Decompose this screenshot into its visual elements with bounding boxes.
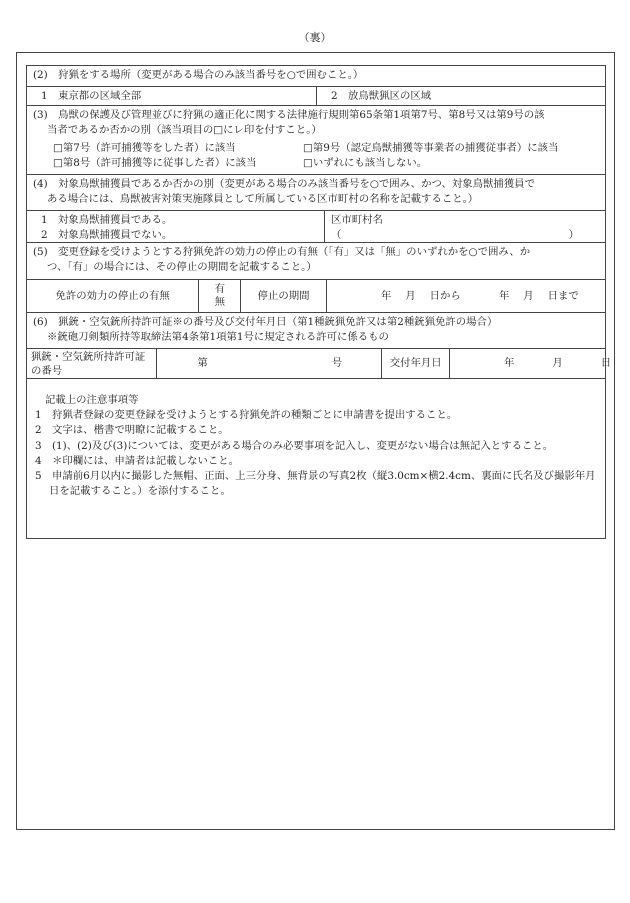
section2-options (27, 87, 605, 106)
issue-date-input[interactable] (449, 349, 612, 378)
section6-heading-line1: (6) 猟銃・空気銃所持許可証※の番号及び交付年月日（第1種銃猟免許又は第2種銃猟免許の場合） (33, 316, 498, 329)
section6-permit-row (27, 349, 612, 379)
period-day-from: 日から (429, 289, 461, 302)
area-option-hunting-zone[interactable]: 2 放鳥獣猟区の区域 (316, 87, 605, 105)
note-item: 4 ＊印欄には、申請者は記載しないこと。 (35, 454, 240, 467)
note-item: 5 申請前6月以内に撮影した無帽、正面、上三分身、無背景の写真2枚（縦3.0cm×横2.4cm、裏面に氏名及び撮影年月日を記載すること。）を添付すること。 (35, 469, 596, 497)
checkbox-item7[interactable]: □第7号（許可捕獲等をした者）に該当 (53, 142, 236, 155)
note-item: 1 狩猟者登録の変更登録を受けようとする狩猟免許の種類ごとに申請書を提出すること。 (35, 409, 458, 422)
capture-member-no[interactable]: 2 対象鳥獣捕獲員でない。 (41, 229, 173, 242)
suspension-no[interactable]: 無 (214, 296, 225, 309)
section6-heading (27, 313, 605, 349)
period-month-from: 月 (405, 289, 416, 302)
issue-date-label: 交付年月日 (381, 349, 449, 378)
permit-label-line2: の番号 (31, 364, 63, 377)
section5-heading (27, 243, 605, 280)
period-day-to: 日まで (547, 289, 579, 302)
suspension-label: 免許の効力の停止の有無 (55, 289, 170, 302)
issue-year: 年 (504, 357, 515, 370)
notes-section (27, 379, 605, 539)
section3 (27, 106, 605, 175)
section2-heading: (2) 狩猟をする場所（変更がある場合のみ該当番号を○で囲むこと。） (27, 66, 605, 87)
permit-label-line1: 猟銃・空気銃所持許可証 (31, 351, 146, 364)
municipality-input[interactable] (331, 228, 599, 243)
period-year-to: 年 (498, 289, 510, 302)
note-item: 3 (1)、(2)及び(3)については、変更がある場合のみ必要事項を記入し、変更がない場合は無記入とすること。 (35, 439, 554, 452)
section4-heading-line2: ある場合には、鳥獣被害対策実施隊員として所属している区市町村の名称を記載すること。） (47, 193, 479, 206)
suspension-yes[interactable]: 有 (214, 282, 225, 295)
note-item: 2 文字は、楷書で明瞭に記載すること。 (35, 424, 229, 437)
page-title: （裏） (298, 31, 332, 44)
form-outer-frame (16, 52, 615, 830)
period-label: 停止の期間 (240, 280, 326, 312)
section3-heading-line1: (3) 鳥獣の保護及び管理並びに狩猟の適正化に関する法律施行規則第65条第1項第7号、第8号又は第9号の該 (33, 109, 545, 121)
section6-heading-line2: ※銃砲刀剣類所持等取締法第4条第1項第1号に規定される許可に係るもの (47, 331, 389, 344)
period-month-to: 月 (523, 289, 534, 302)
checkbox-none[interactable]: □いずれにも該当しない。 (303, 157, 428, 170)
checkbox-item9[interactable]: □第9号（認定鳥獣捕獲等事業者の捕獲従事者）に該当 (303, 142, 559, 155)
section5-suspension-row (27, 280, 605, 313)
permit-gou: 号 (331, 357, 343, 370)
checkbox-item8[interactable]: □第8号（許可捕獲等に従事した者）に該当 (53, 157, 257, 170)
suspension-yes-no (198, 280, 240, 312)
paren-open: （ (330, 229, 342, 242)
section5-heading-line1: (5) 変更登録を受けようとする狩猟免許の効力の停止の有無（「有」又は「無」のいずれかを○で囲み、か (33, 246, 531, 259)
municipality-label: 区市町村名 (330, 214, 383, 227)
permit-number-input[interactable] (156, 349, 381, 378)
issue-month: 月 (552, 357, 563, 370)
capture-member-yes[interactable]: 1 対象鳥獣捕獲員である。 (41, 214, 173, 227)
section4-heading-line1: (4) 対象鳥獣捕獲員であるか否かの別（変更がある場合のみ該当番号を○で囲み、かつ、対象鳥獣捕獲員で (33, 178, 535, 191)
notes-title: 記載上の注意事項等 (45, 394, 139, 407)
permit-number-label (27, 349, 156, 378)
paren-close: ） (568, 229, 579, 242)
period-year-from: 年 (380, 289, 392, 302)
section5-heading-line2: つ、「有」の場合には、その停止の期間を記載すること。） (47, 261, 317, 274)
section4-options (27, 211, 605, 243)
issue-day: 日 (600, 357, 612, 370)
permit-dai: 第 (197, 357, 208, 370)
section3-heading-line2: 当者であるか否かの別（該当項目の□にレ印を付すこと。） (47, 124, 322, 137)
section4-heading (27, 175, 605, 211)
period-input[interactable] (326, 280, 605, 312)
area-option-tokyo[interactable]: 1 東京都の区域全部 (41, 90, 142, 102)
form-table (26, 65, 612, 539)
